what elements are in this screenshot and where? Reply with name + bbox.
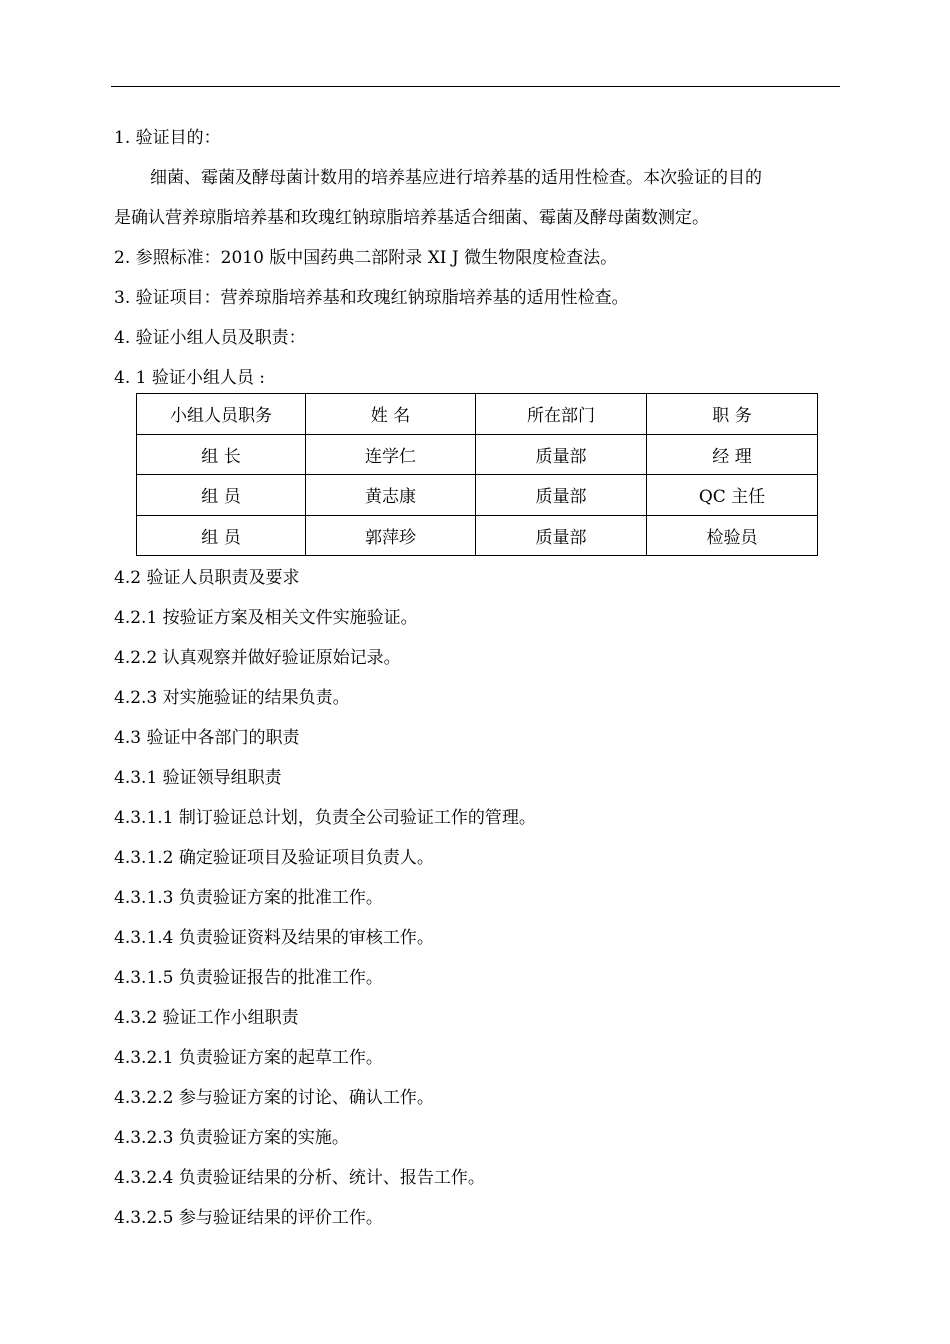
- header-rule: [111, 86, 840, 87]
- item-line: 4.3.1 验证领导组职责: [114, 768, 282, 788]
- item-line: 4.2.1 按验证方案及相关文件实施验证。: [114, 608, 418, 628]
- item-line: 4.3.1.2 确定验证项目及验证项目负责人。: [114, 848, 434, 868]
- table-cell: 经 理: [647, 434, 818, 475]
- table-header-cell: 姓 名: [306, 394, 476, 435]
- table-row: [137, 475, 818, 516]
- table-header-cell: 职 务: [647, 394, 818, 435]
- table-row: [137, 434, 818, 475]
- staff-table: [136, 393, 818, 556]
- table-cell: 连学仁: [306, 434, 476, 475]
- section-4-1-heading: 4. 1 验证小组人员 :: [114, 368, 265, 388]
- table-cell: 组 员: [137, 475, 306, 516]
- table-cell: QC 主任: [647, 475, 818, 516]
- item-line: 4.2 验证人员职责及要求: [114, 568, 300, 588]
- item-line: 4.2.2 认真观察并做好验证原始记录。: [114, 648, 401, 668]
- item-line: 4.3.2.4 负责验证结果的分析、统计、报告工作。: [114, 1168, 485, 1188]
- item-line: 4.3.2.5 参与验证结果的评价工作。: [114, 1208, 383, 1228]
- table-header-row: [137, 394, 818, 435]
- item-line: 4.3.1.4 负责验证资料及结果的审核工作。: [114, 928, 434, 948]
- table-header-cell: 小组人员职务: [137, 394, 306, 435]
- item-line: 4.3.2.3 负责验证方案的实施。: [114, 1128, 349, 1148]
- table-cell: 组 长: [137, 434, 306, 475]
- table-header-cell: 所在部门: [476, 394, 647, 435]
- item-line: 4.3.2.1 负责验证方案的起草工作。: [114, 1048, 383, 1068]
- item-line: 4.3 验证中各部门的职责: [114, 728, 300, 748]
- table-cell: 检验员: [647, 515, 818, 556]
- section-4-heading: 4. 验证小组人员及职责：: [114, 328, 306, 348]
- item-line: 4.3.1.5 负责验证报告的批准工作。: [114, 968, 383, 988]
- item-line: 4.3.1.3 负责验证方案的批准工作。: [114, 888, 383, 908]
- item-line: 4.3.1.1 制订验证总计划，负责全公司验证工作的管理。: [114, 808, 536, 828]
- section-2-text: 2. 参照标准：2010 版中国药典二部附录 XI J 微生物限度检查法。: [114, 248, 618, 268]
- item-line: 4.3.2.2 参与验证方案的讨论、确认工作。: [114, 1088, 434, 1108]
- table-cell: 质量部: [476, 475, 647, 516]
- section-1-paragraph-line-1: 细菌、霉菌及酵母菌计数用的培养基应进行培养基的适用性检查。本次验证的目的: [150, 168, 762, 188]
- item-line: 4.3.2 验证工作小组职责: [114, 1008, 299, 1028]
- table-cell: 质量部: [476, 515, 647, 556]
- section-3-text: 3. 验证项目：营养琼脂培养基和玫瑰红钠琼脂培养基的适用性检查。: [114, 288, 629, 308]
- section-1-paragraph-line-2: 是确认营养琼脂培养基和玫瑰红钠琼脂培养基适合细菌、霉菌及酵母菌数测定。: [114, 208, 709, 228]
- table-row: [137, 515, 818, 556]
- table-cell: 黄志康: [306, 475, 476, 516]
- table-cell: 组 员: [137, 515, 306, 556]
- item-line: 4.2.3 对实施验证的结果负责。: [114, 688, 350, 708]
- table-cell: 郭萍珍: [306, 515, 476, 556]
- section-1-heading: 1. 验证目的：: [114, 128, 221, 148]
- table-cell: 质量部: [476, 434, 647, 475]
